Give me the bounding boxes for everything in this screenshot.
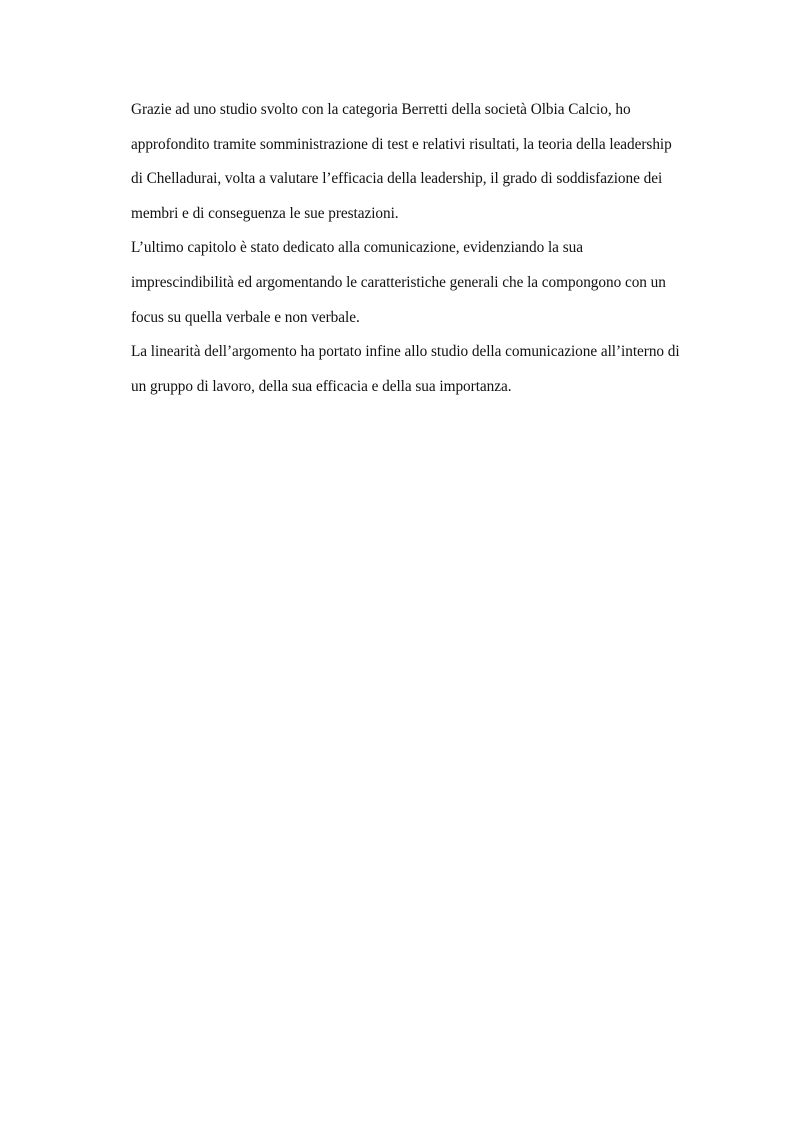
- text-line-2: approfondito tramite somministrazione di test e relativi risultati, la teoria della leadership: [131, 135, 672, 153]
- body-text: [131, 93, 731, 404]
- text-line-7: focus su quella verbale e non verbale.: [131, 308, 360, 326]
- text-line-9: un gruppo di lavoro, della sua efficacia e della sua importanza.: [131, 377, 512, 395]
- text-line-6: imprescindibilità ed argomentando le caratteristiche generali che la compongono con un: [131, 273, 666, 291]
- text-line-3: di Chelladurai, volta a valutare l’efficacia della leadership, il grado di soddisfazione dei: [131, 170, 663, 188]
- text-line-8: La linearità dell’argomento ha portato infine allo studio della comunicazione all’interno di: [131, 343, 680, 361]
- text-line-5: L’ultimo capitolo è stato dedicato alla comunicazione, evidenziando la sua: [131, 239, 583, 257]
- text-line-1: Grazie ad uno studio svolto con la categoria Berretti della società Olbia Calcio, ho: [131, 101, 631, 118]
- text-line-4: membri e di conseguenza le sue prestazioni.: [131, 204, 399, 222]
